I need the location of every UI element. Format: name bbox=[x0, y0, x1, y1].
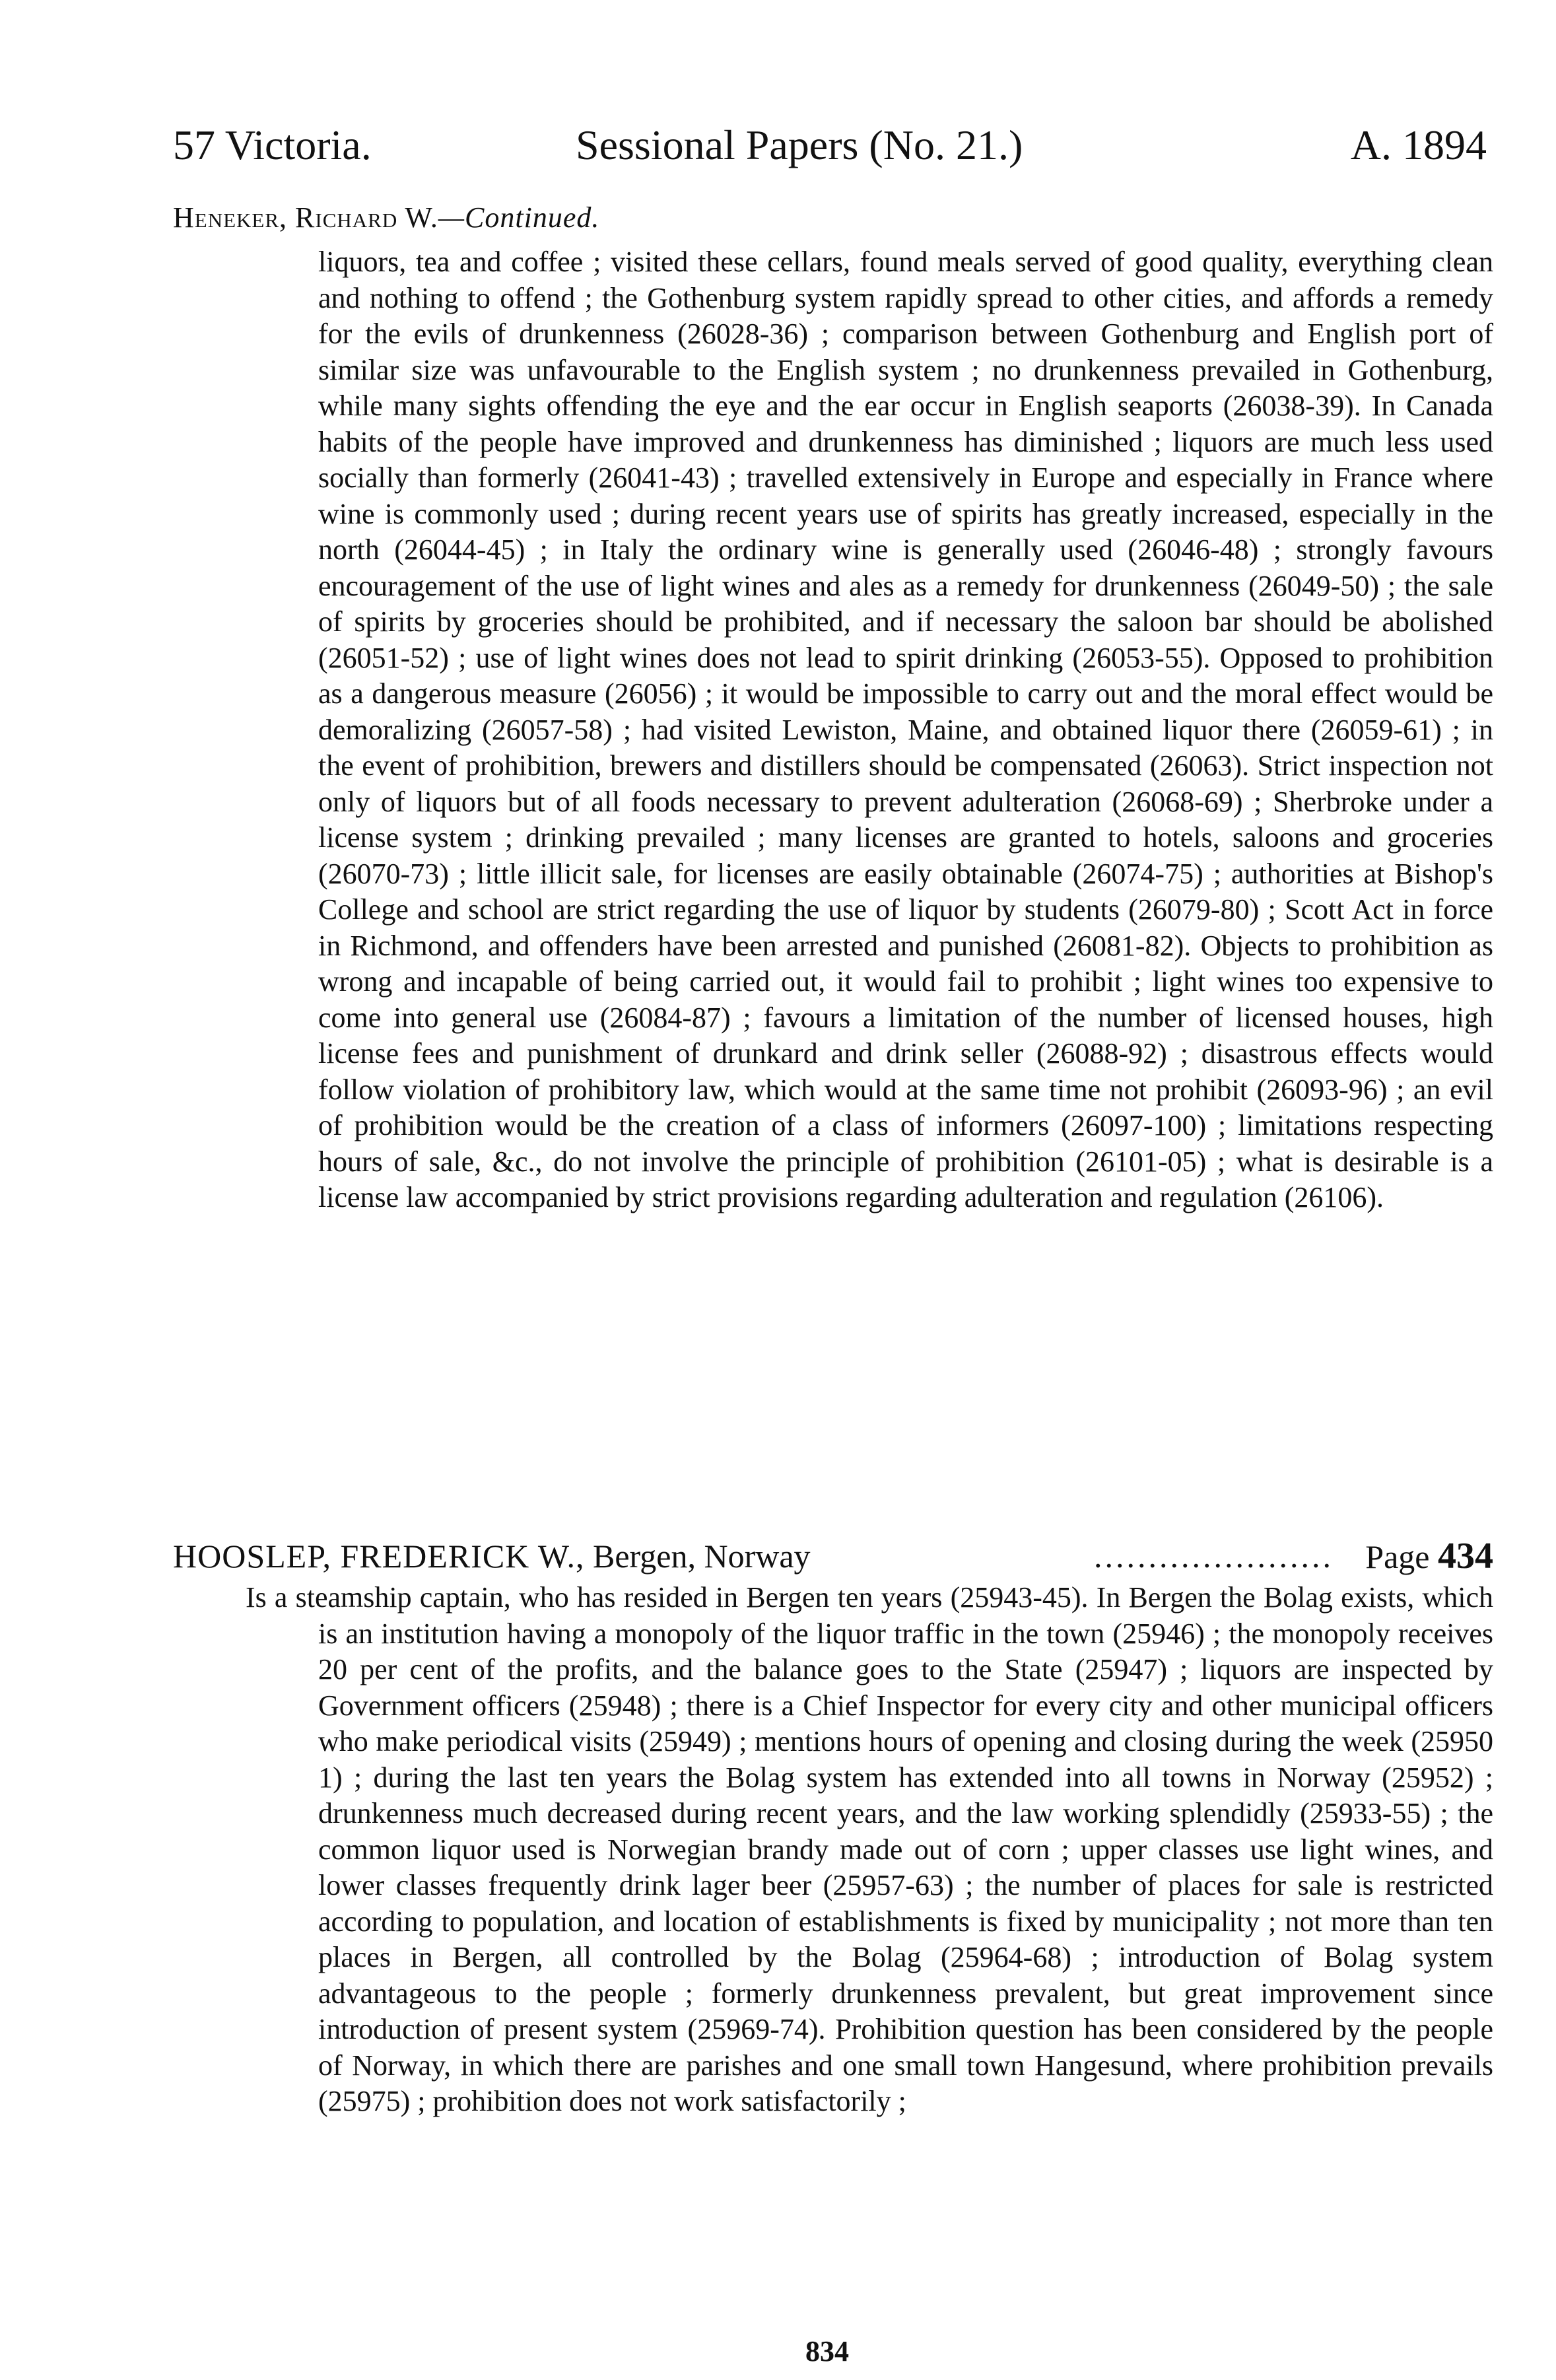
page-reference-number: 434 bbox=[1438, 1536, 1493, 1577]
entry-body-text-2: Is a steamship captain, who has resided in Bergen ten years (25943-45). In Bergen the Bolag exists, which is an institution having a monopoly of the liquor traffic in the town (25946) ; the monopoly receives 20 per cent of the profits, and the balance goes to the State (25947) ; liquors are inspected by Government officers (25948) ; there is a Chief Inspector for every city and other municipal officers who make periodical visits (25949) ; mentions hours of opening and closing during the week (25950 1) ; during the last ten years the Bolag system has extended into all towns in Norway (25952) ; drunkenness much decreased during recent years, and the law working splendidly (25933-55) ; the common liquor used is Norwegian brandy made out of corn ; upper classes use light wines, and lower classes frequently drink lager beer (25957-63) ; the number of places for sale is restricted according to population, and location of establishments is fixed by municipality ; not more than ten places in Bergen, all controlled by the Bolag (25964-68) ; introduction of Bolag system advantageous to the people ; formerly drunkenness prevalent, but great improvement since introduction of present system (25969-74). Prohibition question has been considered by the people of Norway, in which there are parishes and one small town Hangesund, where prohibition prevails (25975) ; prohibition does not work satisfactorily ; bbox=[246, 1581, 1493, 2117]
continued-entry-name: Heneker, Richard W. bbox=[173, 201, 438, 234]
entry-body-text: liquors, tea and coffee ; visited these cellars, found meals served of good quality, everything clean and nothing to offend ; the Gothenburg system rapidly spread to other cities, and affords a remedy for the evils of drunkenness (26028-36) ; comparison between Gothenburg and English port of similar size was unfavourable to the English system ; no drunkenness prevailed in Gothenburg, while many sights offending the eye and the ear occur in English seaports (26038-39). In Canada habits of the people have improved and drunkenness has diminished ; liquors are much less used socially than formerly (26041-43) ; travelled extensively in Europe and especially in France where wine is commonly used ; during recent years use of spirits has greatly increased, especially in the north (26044-45) ; in Italy the ordinary wine is generally used (26046-48) ; strongly favours encouragement of the use of light wines and ales as a remedy for drunkenness (26049-50) ; the sale of spirits by groceries should be prohibited, and if necessary the saloon bar should be abolished (26051-52) ; use of light wines does not lead to spirit drinking (26053-55). Opposed to prohibition as a dangerous measure (26056) ; it would be impossible to carry out and the moral effect would be demoralizing (26057-58) ; had visited Lewiston, Maine, and obtained liquor there (26059-61) ; in the event of prohibition, brewers and distillers should be compensated (26063). Strict inspection not only of liquors but of all foods necessary to prevent adulteration (26068-69) ; Sherbroke under a license system ; drinking prevailed ; many licenses are granted to hotels, saloons and groceries (26070-73) ; little illicit sale, for licenses are easily obtainable (26074-75) ; authorities at Bishop's College and school are strict regarding the use of liquor by students (26079-80) ; Scott Act in force in Richmond, and offenders have been arrested and punished (26081-82). Objects to prohibition as wrong and incapable of being carried out, it would fail to prohibit ; light wines too expensive to come into general use (26084-87) ; favours a limitation of the number of licensed houses, high license fees and punishment of drunkard and drink seller (26088-92) ; disastrous effects would follow violation of prohibitory law, which would at the same time not prohibit (26093-96) ; an evil of prohibition would be the creation of a class of informers (26097-100) ; limitations respecting hours of sale, &c., do not involve the principle of prohibition (26101-05) ; what is desirable is a license law accompanied by strict provisions regarding adulteration and regulation (26106). bbox=[318, 246, 1493, 1213]
page-reference bbox=[1365, 1535, 1493, 1578]
header-year: A. 1894 bbox=[1350, 121, 1487, 168]
entry-name: HOOSLEP, FREDERICK W., bbox=[173, 1538, 585, 1575]
leader-dots: ...................... bbox=[1094, 1538, 1334, 1575]
entry-continued-heading bbox=[173, 198, 599, 238]
entry-heading bbox=[173, 1535, 1493, 1577]
running-header bbox=[173, 116, 1487, 175]
header-volume: 57 Victoria. bbox=[173, 121, 372, 168]
header-title: Sessional Papers (No. 21.) bbox=[576, 121, 1023, 168]
entry-place: Bergen, Norway bbox=[584, 1538, 811, 1575]
page-label: Page bbox=[1365, 1538, 1438, 1575]
page-number: 834 bbox=[805, 2335, 849, 2367]
continued-label: —Continued. bbox=[438, 201, 600, 234]
